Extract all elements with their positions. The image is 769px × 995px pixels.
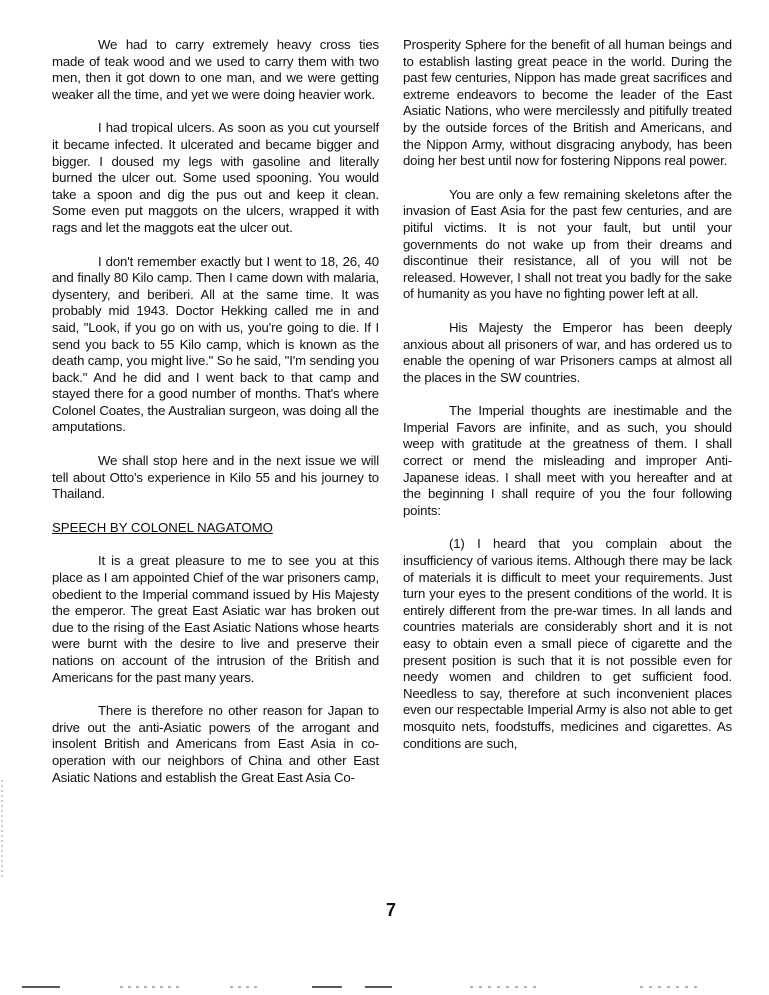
paragraph: You are only a few remaining skeletons after the invasion of East Asia for the past few centuries, and are pitiful victims. It is not your fault, but until your governments do not wake up from their dreams and discontinue their resistance, all of you will not be released. However, I shall not treat you badly for the sake of humanity as you have no fighting power left at all. [403,186,732,302]
paragraph: The Imperial thoughts are inestimable and the Imperial Favors are infinite, and as such, you should weep with gratitude at the greatness of them. I shall correct or mend the misleading and improper Anti-Japanese ideas. I shall meet with you hereafter and at the beginning I shall require of you the four following points: [403,403,732,518]
section-heading: SPEECH BY COLONEL NAGATOMO [52,519,273,535]
paragraph: Prosperity Sphere for the benefit of all human beings and to establish lasting great peace in the world. During the past few centuries, Nippon has made great sacrifices and extreme endeavors to become the leader of the East Asiatic Nations, who were mercilessly and pitifully treated by the outside forces of the British and Americans, and the Nippon Army, without disgracing anybody, has been doing her best until now for fostering Nippons real power. [403,37,732,169]
paragraph: It is a great pleasure to me to see you at this place as I am appointed Chief of the war prisoners camp, obedient to the Imperial command issued by His Majesty the emperor. The great East Asiatic war has broken out due to the rising of the East Asiatic Nations whose hearts were burnt with the desire to live and preserve their nations on account of the intrusion of the British and Americans for the past many years. [52,553,379,685]
paragraph: There is therefore no other reason for Japan to drive out the anti-Asiatic powers of the arrogant and insolent British and Americans from East Asia in co-operation with our neighbors of China and other East Asiatic Nations and establish the Great East Asia Co- [52,703,379,785]
paragraph: We had to carry extremely heavy cross ties made of teak wood and we used to carry them with two men, then it got down to one man, and we were getting weaker all the time, and yet we were doing heavier work. [52,37,379,102]
paragraph: We shall stop here and in the next issue we will tell about Otto's experience in Kilo 55 and his journey to Thailand. [52,453,379,502]
paragraph: His Majesty the Emperor has been deeply anxious about all prisoners of war, and has ordered us to enable the opening of war Prisoners camps at almost all the places in the SW countries. [403,319,732,385]
paragraph: (1) I heard that you complain about the insufficiency of various items. Although there may be lack of materials it is difficult to meet your requirements. Just turn your eyes to the present conditions of the world. It is entirely different from the pre-war times. In all lands and countries materials are considerably short and it is not easy to obtain even a small piece of cigarette and the present position is such that it is not possible even for needy women and children to get sufficient food. Needless to say, therefore at such inconvenient places even our respectable Imperial Army is also not able to get mosquito nets, foodstuffs, medicines and cigarettes. As conditions are such, [403,536,732,751]
page-number: 7 [386,900,397,920]
paragraph: I had tropical ulcers. As soon as you cut yourself it became infected. It ulcerated and became bigger and bigger. I doused my legs with gasoline and literally burned the ulcer out. Some used spooning. You would take a spoon and dig the pus out and keep it clean. Some even put maggots on the ulcers, wrapped it with rags and let the maggots eat the ulcer out. [52,120,379,235]
paragraph: I don't remember exactly but I went to 18, 26, 40 and finally 80 Kilo camp. Then I came down with malaria, dysentery, and beriberi. All at the same time. It was probably mid 1943. Doctor Hekking called me in and said, "Look, if you go on with us, you're going to die. If I send you back to 55 Kilo camp, which is known as the death camp, you might live." So he said, "I'm sending you back." And he did and I went back to that camp and stayed there for a good number of months. That's where Colonel Coates, the Australian surgeon, was doing all the amputations. [52,253,379,435]
